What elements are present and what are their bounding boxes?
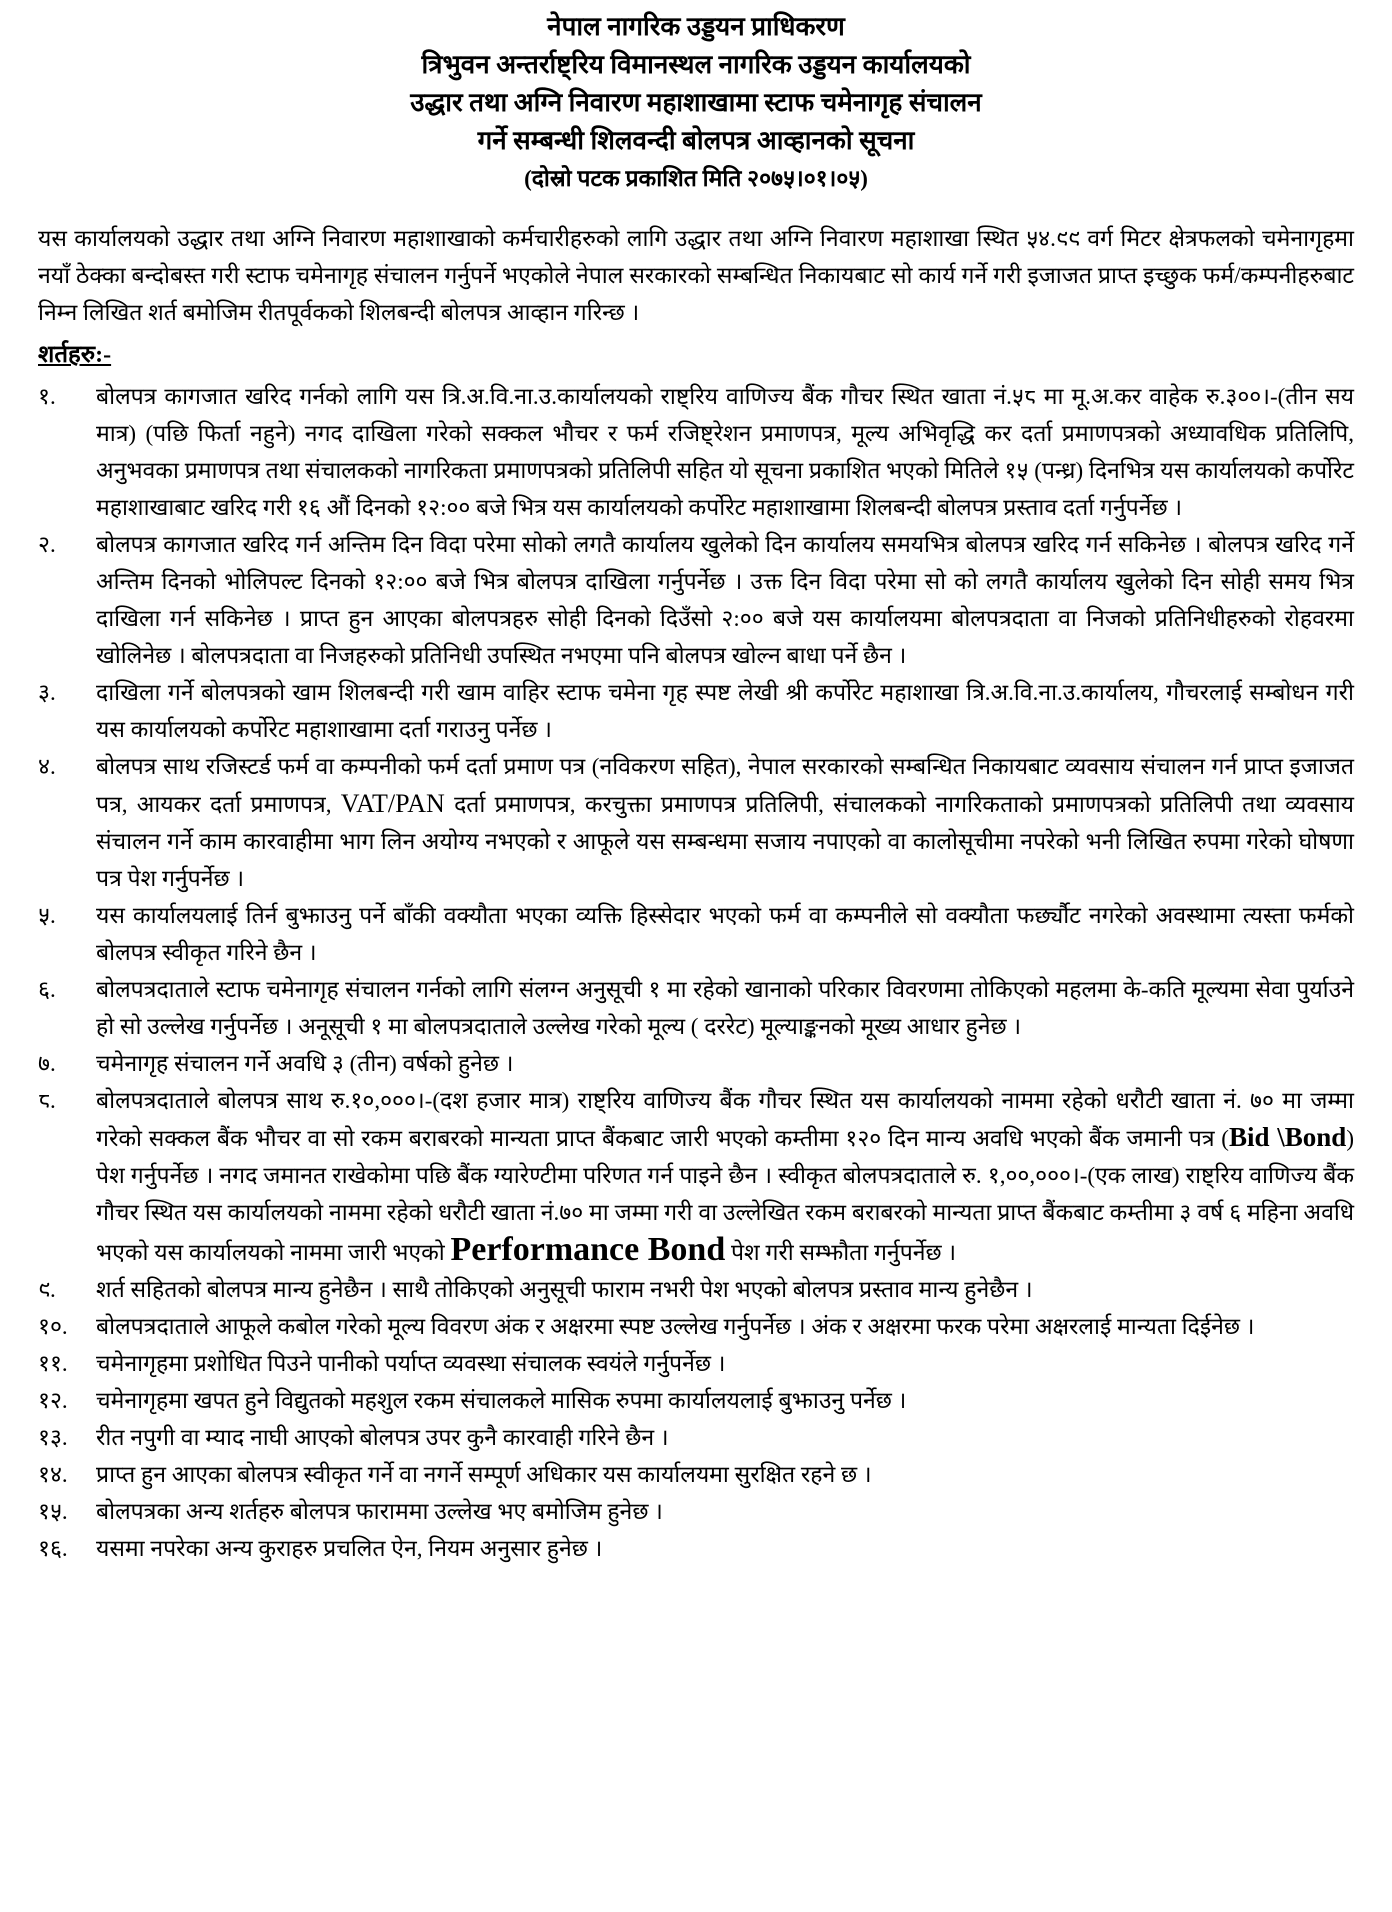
vat-pan-label: VAT/PAN <box>340 789 445 818</box>
notice-subject-line-1: उद्धार तथा अग्नि निवारण महाशाखामा स्टाफ चमेनागृह संचालन <box>410 88 982 117</box>
condition-number: ११. <box>38 1351 68 1376</box>
office-name: त्रिभुवन अन्तर्राष्ट्रिय विमानस्थल नागरिक उड्डयन कार्यालयको <box>421 50 971 79</box>
condition-number: १. <box>38 384 56 409</box>
condition-text: बोलपत्र कागजात खरिद गर्नको लागि यस त्रि.अ.वि.ना.उ.कार्यालयको राष्ट्रिय वाणिज्य बैंक गौचर स्थित खाता नं.५८ मा मू.अ.कर वाहेक रु.३००।-(तीन सय मात्र) (पछि फिर्ता नहुने) नगद दाखिला गरेको सक्कल भौचर र फर्म रजिष्ट्रेशन प्रमाणपत्र, मूल्य अभिवृद्धि कर दर्ता प्रमाणपत्रको अध्यावधिक प्रतिलिपि, अनुभवका प्रमाणपत्र तथा संचालकको नागरिकता प्रमाणपत्रको प्रतिलिपी सहित यो सूचना प्रकाशित भएको मितिले १५ (पन्ध्र) दिनभित्र यस कार्यालयको कर्पोरेट महाशाखाबाट खरिद गरी १६ औं दिनको १२:०० बजे भित्र यस कार्यालयको कर्पोरेट महाशाखामा शिलबन्दी बोलपत्र प्रस्ताव दर्ता गर्नुपर्नेछ । <box>96 384 1354 520</box>
condition-number: ९. <box>38 1277 56 1302</box>
condition-text-segment: दर्ता प्रमाणपत्र, करचुक्ता प्रमाणपत्र प्रतिलिपी, संचालकको नागरिकताको प्रमाणपत्रको प्रतिलिपी तथा व्यवसाय संचालन गर्ने काम कारवाहीमा भाग लिन अयोग्य नभएको र आफूले यस सम्बन्धमा सजाय नपाएको वा कालोसूचीमा नपरेको भनी लिखित रुपमा गरेको घोषणा पत्र पेश गर्नुपर्नेछ । <box>96 792 1354 891</box>
condition-text: बोलपत्रका अन्य शर्तहरु बोलपत्र फाराममा उल्लेख भए बमोजिम हुनेछ । <box>96 1499 663 1524</box>
condition-item-11 <box>38 1345 1354 1382</box>
condition-text-segment: बोलपत्रदाताले बोलपत्र साथ रु.१०,०००।-(दश हजार मात्र) राष्ट्रिय वाणिज्य बैंक गौचर स्थित यस कार्यालयको नाममा रहेको धरौटी खाता नं. ७० मा जम्मा गरेको सक्कल बैंक भौचर वा सो रकम बराबरको मान्यता प्राप्त बैंकबाट जारी भएको कम्तीमा १२० दिन मान्य अवधि भएको बैंक जमानी पत्र ( <box>96 1088 1354 1151</box>
authority-name: नेपाल नागरिक उड्डयन प्राधिकरण <box>547 12 845 41</box>
publication-date: (दोस्रो पटक प्रकाशित मिति २०७५।०१।०५) <box>524 166 868 191</box>
performance-bond-label: Performance Bond <box>450 1231 726 1268</box>
condition-number: ८. <box>38 1088 56 1113</box>
condition-text: यसमा नपरेका अन्य कुराहरु प्रचलित ऐन, नियम अनुसार हुनेछ । <box>96 1536 603 1561</box>
condition-item-13 <box>38 1419 1354 1456</box>
condition-item-5 <box>38 897 1354 971</box>
condition-number: १५. <box>38 1499 68 1524</box>
conditions-list <box>38 378 1354 1567</box>
condition-item-15 <box>38 1493 1354 1530</box>
condition-number: ६. <box>38 977 56 1002</box>
condition-text: चमेनागृहमा प्रशोधित पिउने पानीको पर्याप्त व्यवस्था संचालक स्वयंले गर्नुपर्नेछ । <box>96 1351 726 1376</box>
conditions-heading: शर्तहरु:- <box>38 342 112 368</box>
condition-number: ४. <box>38 754 56 779</box>
condition-number: १२. <box>38 1388 68 1413</box>
condition-item-9 <box>38 1271 1354 1308</box>
condition-number: ३. <box>38 680 56 705</box>
condition-number: ५. <box>38 903 56 928</box>
condition-text <box>96 748 1354 897</box>
condition-number: १६. <box>38 1536 68 1561</box>
condition-text: चमेनागृह संचालन गर्ने अवधि ३ (तीन) वर्षको हुनेछ । <box>96 1051 514 1076</box>
condition-item-16 <box>38 1530 1354 1567</box>
condition-text: चमेनागृहमा खपत हुने विद्युतको महशुल रकम संचालकले मासिक रुपमा कार्यालयलाई बुझाउनु पर्नेछ । <box>96 1388 907 1413</box>
condition-text-segment: ) पेश गर्नुपर्नेछ । नगद जमानत राखेकोमा पछि बैंक ग्यारेण्टीमा परिणत गर्न पाइने छैन । स्वीकृत बोलपत्रदाताले रु. १,००,०००।-(एक लाख) राष्ट्रिय वाणिज्य बैंक गौचर स्थित यस कार्यालयको नाममा रहेको धरौटी खाता नं.७० मा जम्मा गरी वा उल्लेखित रकम बराबरको मान्यता प्राप्त बैंकबाट कम्तीमा ३ वर्ष ६ महिना अवधि भएको यस कार्यालयको नाममा जारी भएको <box>96 1126 1354 1265</box>
condition-item-6 <box>38 971 1354 1045</box>
condition-item-8 <box>38 1082 1354 1271</box>
condition-text: यस कार्यालयलाई तिर्न बुझाउनु पर्ने बाँकी वक्यौता भएका व्यक्ति हिस्सेदार भएको फर्म वा कम्पनीले सो वक्यौता फर्छ्यौट नगरेको अवस्थामा त्यस्ता फर्मको बोलपत्र स्वीकृत गरिने छैन । <box>96 903 1354 965</box>
condition-text: प्राप्त हुन आएका बोलपत्र स्वीकृत गर्ने वा नगर्ने सम्पूर्ण अधिकार यस कार्यालयमा सुरक्षित रहने छ । <box>96 1462 872 1487</box>
condition-number: १०. <box>38 1314 68 1339</box>
condition-text-segment: पेश गरी सम्झौता गर्नुपर्नेछ । <box>725 1240 957 1265</box>
condition-number: २. <box>38 532 56 557</box>
condition-text: बोलपत्रदाताले स्टाफ चमेनागृह संचालन गर्नको लागि संलग्न अनुसूची १ मा रहेको खानाको परिकार विवरणमा तोकिएको महलमा के-कति मूल्यमा सेवा पुर्याउने हो सो उल्लेख गर्नुपर्नेछ । अनूसूची १ मा बोलपत्रदाताले उल्लेख गरेको मूल्य ( दररेट) मूल्याङ्कनको मूख्य आधार हुनेछ । <box>96 977 1354 1039</box>
condition-number: ७. <box>38 1051 56 1076</box>
condition-item-12 <box>38 1382 1354 1419</box>
condition-number: १४. <box>38 1462 68 1487</box>
condition-item-4 <box>38 748 1354 897</box>
condition-item-10 <box>38 1308 1354 1345</box>
intro-paragraph: यस कार्यालयको उद्धार तथा अग्नि निवारण महाशाखाको कर्मचारीहरुको लागि उद्धार तथा अग्नि निवारण महाशाखा स्थित ५४.९९ वर्ग मिटर क्षेत्रफलको चमेनागृहमा नयाँ ठेक्का बन्दोबस्त गरी स्टाफ चमेनागृह संचालन गर्नुपर्ने भएकोले नेपाल सरकारको सम्बन्धित निकायबाट सो कार्य गर्ने गरी इजाजत प्राप्त इच्छुक फर्म/कम्पनीहरुबाट निम्न लिखित शर्त बमोजिम रीतपूर्वकको शिलबन्दी बोलपत्र आव्हान गरिन्छ । <box>38 226 1354 325</box>
condition-item-2 <box>38 526 1354 674</box>
condition-text: बोलपत्रदाताले आफूले कबोल गरेको मूल्य विवरण अंक र अक्षरमा स्पष्ट उल्लेख गर्नुपर्नेछ । अंक र अक्षरमा फरक परेमा अक्षरलाई मान्यता दिईनेछ । <box>96 1314 1255 1339</box>
condition-text: दाखिला गर्ने बोलपत्रको खाम शिलबन्दी गरी खाम वाहिर स्टाफ चमेना गृह स्पष्ट लेखी श्री कर्पोरेट महाशाखा त्रि.अ.वि.ना.उ.कार्यालय, गौचरलाई सम्बोधन गरी यस कार्यालयको कर्पोरेट महाशाखामा दर्ता गराउनु पर्नेछ । <box>96 680 1354 742</box>
condition-text-segment: बोलपत्र साथ रजिस्टर्ड फर्म वा कम्पनीको फर्म दर्ता प्रमाण पत्र (नविकरण सहित), नेपाल सरकारको सम्बन्धित निकायबाट व्यवसाय संचालन गर्न प्राप्त इजाजत पत्र, आयकर दर्ता प्रमाणपत्र, <box>96 754 1354 817</box>
condition-item-14 <box>38 1456 1354 1493</box>
condition-text <box>96 1082 1354 1271</box>
condition-text: रीत नपुगी वा म्याद नाघी आएको बोलपत्र उपर कुनै कारवाही गरिने छैन । <box>96 1425 669 1450</box>
condition-text: शर्त सहितको बोलपत्र मान्य हुनेछैन । साथै तोकिएको अनुसूची फाराम नभरी पेश भएको बोलपत्र प्रस्ताव मान्य हुनेछैन । <box>96 1277 1033 1302</box>
document-header <box>38 8 1354 198</box>
condition-item-1 <box>38 378 1354 526</box>
bid-bond-label: Bid \Bond <box>1228 1122 1347 1152</box>
condition-item-3 <box>38 674 1354 748</box>
condition-number: १३. <box>38 1425 68 1450</box>
condition-text: बोलपत्र कागजात खरिद गर्न अन्तिम दिन विदा परेमा सोको लगतै कार्यालय खुलेको दिन कार्यालय समयभित्र बोलपत्र खरिद गर्न सकिनेछ । बोलपत्र खरिद गर्ने अन्तिम दिनको भोलिपल्ट दिनको १२:०० बजे भित्र बोलपत्र दाखिला गर्नुपर्नेछ । उक्त दिन विदा परेमा सो को लगतै कार्यालय खुलेको दिन सोही समय भित्र दाखिला गर्न सकिनेछ । प्राप्त हुन आएका बोलपत्रहरु सोही दिनको दिउँसो २:०० बजे यस कार्यालयमा बोलपत्रदाता वा निजको प्रतिनिधीहरुको रोहवरमा खोलिनेछ । बोलपत्रदाता वा निजहरुको प्रतिनिधी उपस्थित नभएमा पनि बोलपत्र खोल्न बाधा पर्ने छैन । <box>96 532 1354 668</box>
condition-item-7 <box>38 1045 1354 1082</box>
notice-subject-line-2: गर्ने सम्बन्धी शिलवन्दी बोलपत्र आव्हानको सूचना <box>477 126 915 155</box>
